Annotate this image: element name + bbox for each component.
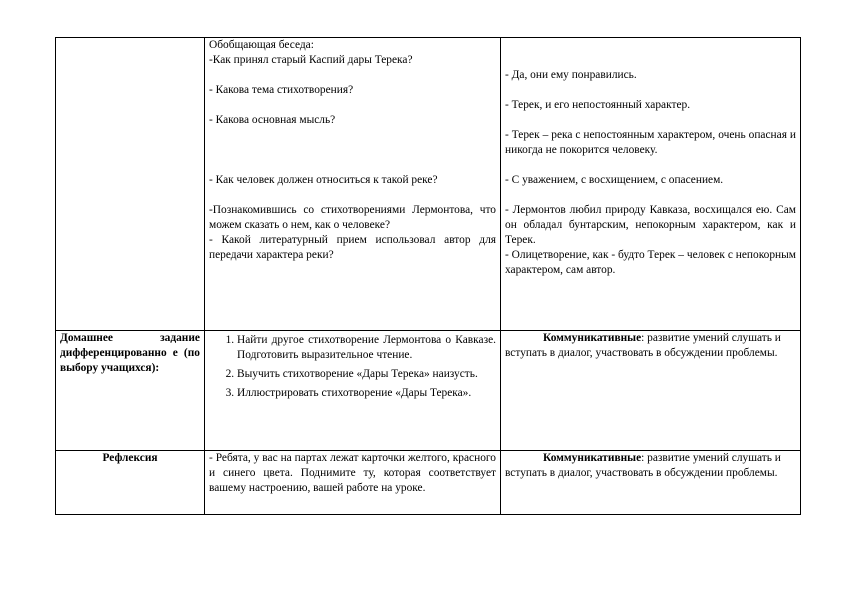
list-item: 3. Иллюстрировать стихотворение «Дары Терека». xyxy=(237,386,496,401)
list-item: 1. Найти другое стихотворение Лермонтова о Кавказе. Подготовить выразительное чтение. xyxy=(237,333,496,363)
homework-skills-cell xyxy=(501,331,801,451)
answer-1: - Да, они ему понравились. xyxy=(505,69,637,81)
homework-label: Домашнее задание дифференцированно е (по выбору учащихся): xyxy=(56,331,205,451)
skills-text: : развитие умений слушать и вступать в диалог, участвовать в обсуждении проблемы. xyxy=(505,452,781,479)
homework-tasks-cell xyxy=(205,331,501,451)
skills-lead: Коммуникативные xyxy=(543,452,642,464)
empty-cell xyxy=(56,38,205,331)
question-1: -Как принял старый Каспий дары Терека? xyxy=(209,54,413,66)
reflection-label: Рефлексия xyxy=(56,451,205,515)
reflection-skills-cell xyxy=(501,451,801,515)
table-row-conversation xyxy=(56,38,801,331)
conversation-heading: Обобщающая беседа: xyxy=(209,39,314,51)
questions-cell xyxy=(205,38,501,331)
reflection-text: - Ребята, у вас на партах лежат карточки желтого, красного и синего цвета. Поднимите ту, которая соответствует вашему настроению, вашей работе на уроке. xyxy=(205,451,501,515)
question-5: -Познакомившись со стихотворениями Лермонтова, что можем сказать о нем, как о человеке? xyxy=(209,204,496,231)
answer-5: - Лермонтов любил природу Кавказа, восхищался ею. Сам он обладал бунтарским, непокорным характером, как и Терек. xyxy=(505,204,796,246)
answer-2: - Терек, и его непостоянный характер. xyxy=(505,99,691,111)
lesson-plan-table xyxy=(55,37,801,515)
skills-text: : развитие умений слушать и вступать в диалог, участвовать в обсуждении проблемы. xyxy=(505,332,781,359)
answers-cell xyxy=(501,38,801,331)
question-6: - Какой литературный прием использовал автор для передачи характера реки? xyxy=(209,234,496,261)
question-2: - Какова тема стихотворения? xyxy=(209,84,354,96)
table-row-homework xyxy=(56,331,801,451)
answer-6: - Олицетворение, как - будто Терек – человек с непокорным характером, сам автор. xyxy=(505,249,796,276)
list-item: 2. Выучить стихотворение «Дары Терека» наизусть. xyxy=(237,367,496,382)
table-row-reflection xyxy=(56,451,801,515)
answer-3: - Терек – река с непостоянным характером, очень опасная и никогда не покорится человеку. xyxy=(505,129,796,156)
question-3: - Какова основная мысль? xyxy=(209,114,336,126)
answer-4: - С уважением, с восхищением, с опасением. xyxy=(505,174,724,186)
question-4: - Как человек должен относиться к такой реке? xyxy=(209,174,438,186)
skills-lead: Коммуникативные xyxy=(543,332,642,344)
homework-task-list xyxy=(209,333,496,401)
